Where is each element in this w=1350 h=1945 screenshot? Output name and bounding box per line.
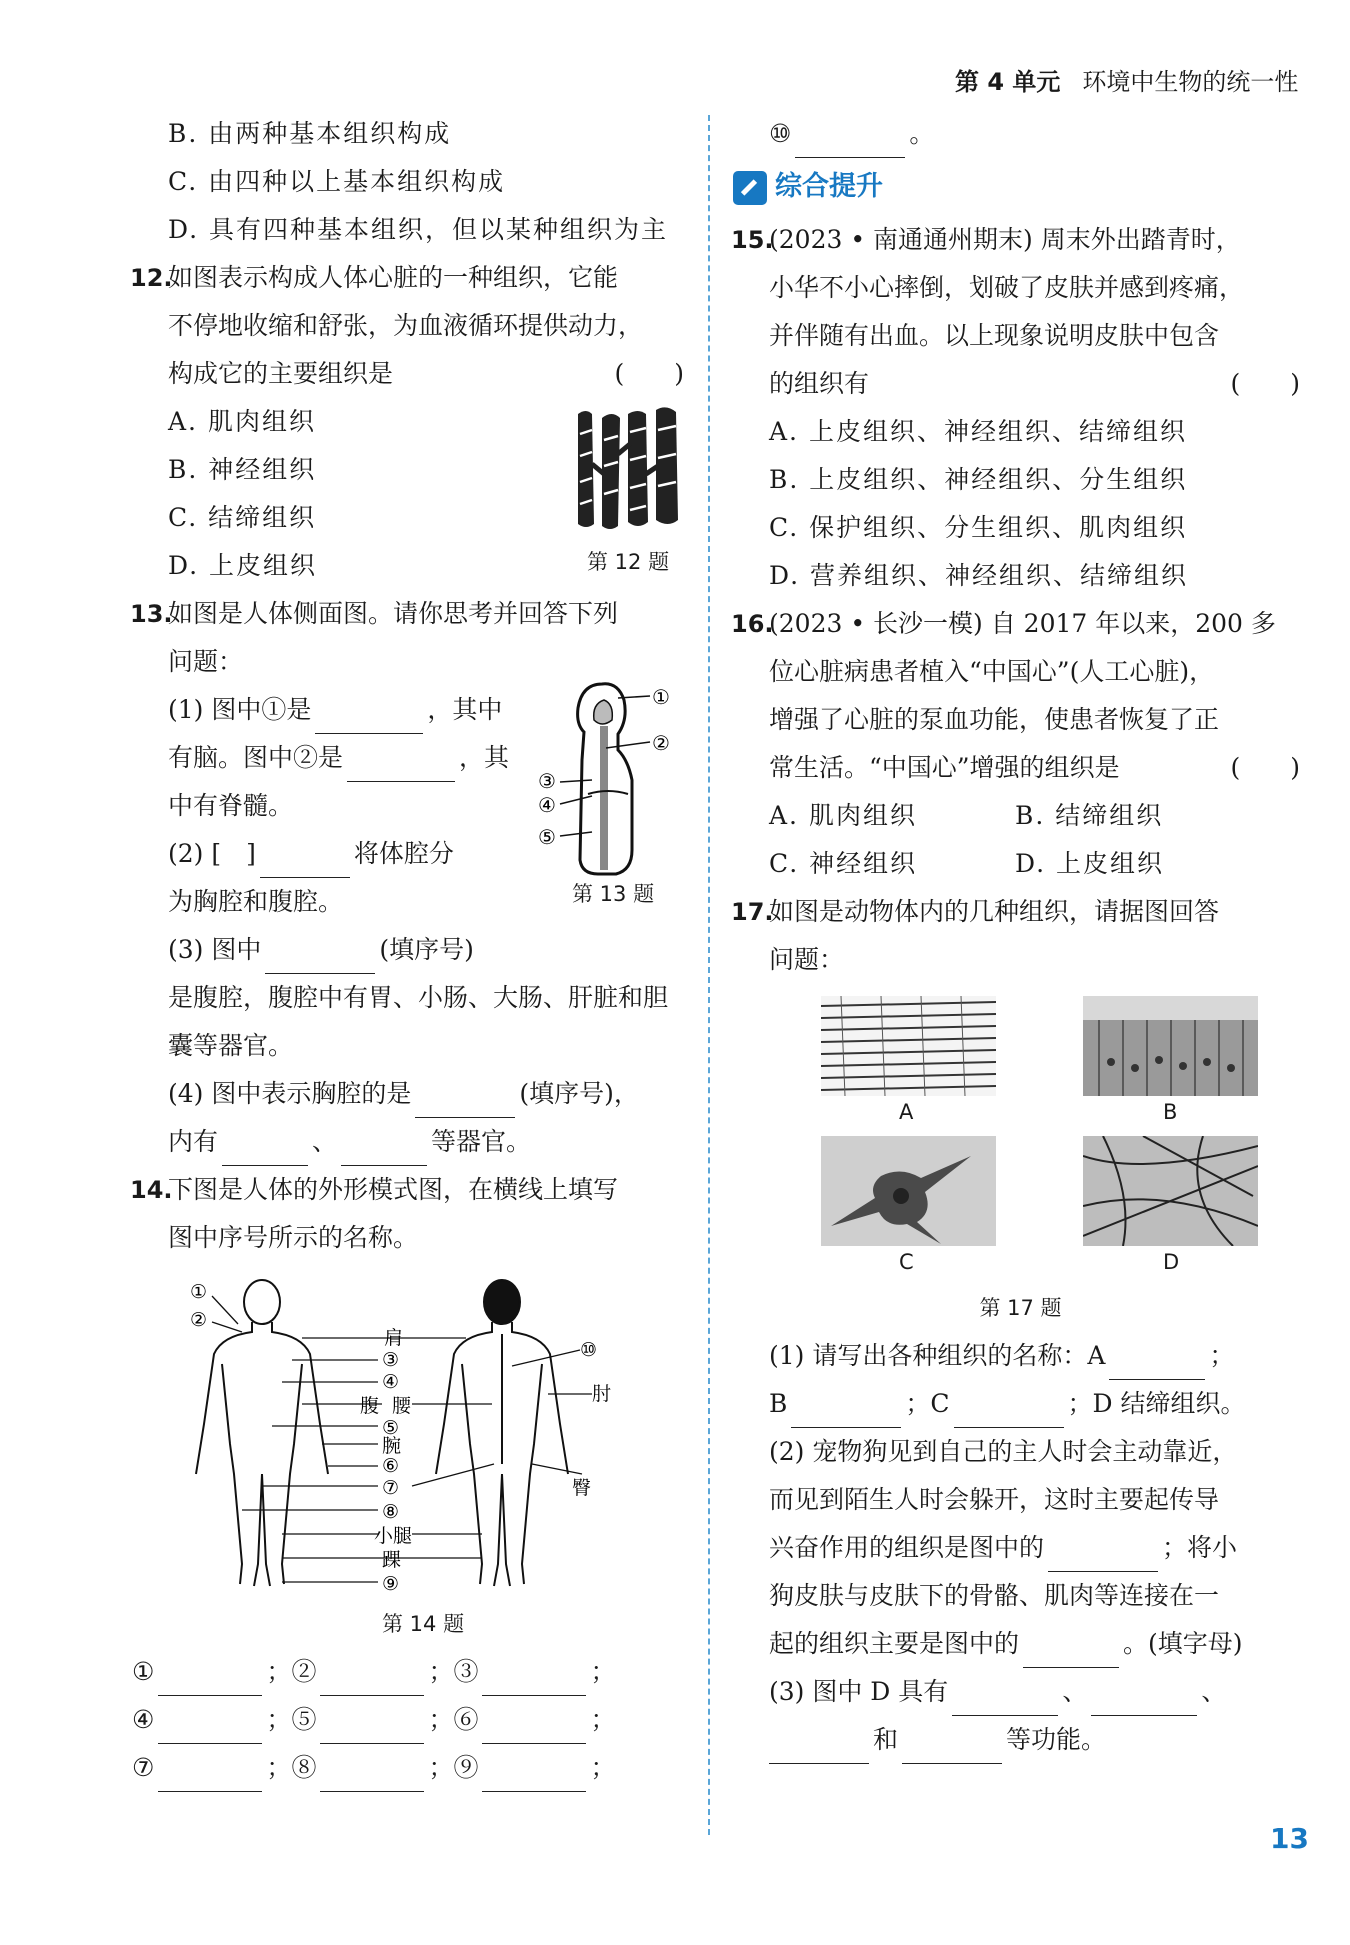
q14-fig-label-wrist: 腕 <box>382 1435 402 1457</box>
separator: ； <box>428 1705 454 1734</box>
q14-blank-3[interactable] <box>482 1665 586 1696</box>
q14-blank-5[interactable] <box>320 1713 424 1744</box>
q17-p3-sep-1: 、 <box>1062 1677 1088 1706</box>
q17-number: 17. <box>731 898 774 926</box>
q17-blank-i[interactable] <box>902 1733 1002 1764</box>
q13-text-2: 问题： <box>168 647 244 676</box>
q13-p1-text-e: 中有脊髓。 <box>168 791 294 820</box>
separator: ； <box>590 1657 616 1686</box>
q11-option-d: D. 具有四种基本组织，但以某种组织为主 <box>168 215 669 244</box>
q14-answer-label: ⑧ <box>291 1753 317 1782</box>
q14-answer-label: ⑥ <box>453 1705 479 1734</box>
q13-p4-text-d: 、 <box>312 1127 338 1156</box>
q13-p4-text-e: 等器官。 <box>431 1127 532 1156</box>
q13-p1-text-b: ，其中 <box>427 695 503 724</box>
q14-fig-label-8: ⑧ <box>382 1501 400 1523</box>
q17-caption: 第 17 题 <box>979 1296 1062 1320</box>
q14-fig-label-waist: 腰 <box>392 1395 412 1417</box>
q13-p1-text-d: ，其 <box>459 743 510 772</box>
q17-text-2: 问题： <box>769 945 845 974</box>
q13-p4-text: (4) 图中表示胸腔的是 <box>168 1079 412 1108</box>
q12-option-c: C. 结缔组织 <box>168 503 317 532</box>
q17-p3-text: (3) 图中 D 具有 <box>769 1677 949 1706</box>
q14-blank-8[interactable] <box>320 1761 424 1792</box>
separator: ； <box>590 1705 616 1734</box>
q14-blank-1[interactable] <box>158 1665 262 1696</box>
question-12 <box>132 254 692 590</box>
question-17 <box>733 888 1308 1764</box>
q12-caption: 第 12 题 <box>587 550 670 574</box>
q17-p2-text-f: 起的组织主要是图中的 <box>769 1629 1020 1658</box>
section-title: 综合提升 <box>775 171 883 202</box>
q16-option-d: D. 上皮组织 <box>1015 849 1165 878</box>
left-column <box>132 110 692 1792</box>
q17-p3-sep-2: 、 <box>1201 1677 1227 1706</box>
q13-blank-5[interactable] <box>415 1087 515 1118</box>
q14-fig-label-3: ③ <box>382 1349 400 1371</box>
q16-option-b: B. 结缔组织 <box>1015 801 1164 830</box>
q13-label-2: ② <box>652 731 670 755</box>
q14-text-2: 图中序号所示的名称。 <box>168 1223 419 1252</box>
q14-fig-label-5: ⑤ <box>382 1417 400 1439</box>
q13-label-5: ⑤ <box>538 825 556 849</box>
q17-p1-text-b: ； <box>1209 1341 1235 1370</box>
period: 。 <box>909 119 935 148</box>
q14-answer-row-2 <box>132 1696 692 1744</box>
q13-label-4: ④ <box>538 793 556 817</box>
q17-p1-text: (1) 请写出各种组织的名称：A <box>769 1341 1106 1370</box>
q13-p1-text: (1) 图中①是 <box>168 695 312 724</box>
q13-p4-text-c: 内有 <box>168 1127 219 1156</box>
q13-blank-6[interactable] <box>222 1135 308 1166</box>
q14-blank-6[interactable] <box>482 1713 586 1744</box>
q14-answer-label: ⑦ <box>132 1753 155 1782</box>
q14-blank-9[interactable] <box>482 1761 586 1792</box>
q17-p2-text-d: ；将小 <box>1162 1533 1238 1562</box>
q14-fig-label-calf: 小腿 <box>374 1525 413 1547</box>
q17-p2-text-c: 兴奋作用的组织是图中的 <box>769 1533 1045 1562</box>
question-13 <box>132 590 692 1166</box>
q17-blank-f[interactable] <box>952 1685 1058 1716</box>
q13-p3-text-b: (填序号) <box>379 935 474 964</box>
q15-option-d: D. 营养组织、神经组织、结缔组织 <box>769 561 1189 590</box>
q14-answer-label: ③ <box>453 1657 479 1686</box>
q17-p3-text-d: 和 <box>873 1725 899 1754</box>
q13-p2-text-c: 为胸腔和腹腔。 <box>168 887 344 916</box>
q12-cardiac-muscle-figure <box>572 404 687 534</box>
q14-fig-label-buttock: 臀 <box>572 1477 592 1499</box>
page-header <box>955 62 1298 97</box>
q14-answer-label: ⑤ <box>291 1705 317 1734</box>
separator: ； <box>428 1657 454 1686</box>
q15-text-2: 小华不小心摔倒，划破了皮肤并感到疼痛， <box>769 273 1245 302</box>
q17-blank-c[interactable] <box>954 1397 1064 1428</box>
q17-p1-text-e: ；D 结缔组织。 <box>1067 1389 1246 1418</box>
q13-p1-text-c: 有脑。图中②是 <box>168 743 344 772</box>
q14-fig-label-elbow: 肘 <box>592 1383 612 1405</box>
q13-label-3: ③ <box>538 769 556 793</box>
q14-answer-label: ② <box>291 1657 317 1686</box>
q14-text-1: 下图是人体的外形模式图，在横线上填写 <box>168 1175 619 1204</box>
q13-number: 13. <box>130 600 173 628</box>
q13-blank-4[interactable] <box>265 943 375 974</box>
question-15 <box>733 216 1308 600</box>
q14-answer-label: ④ <box>132 1705 155 1734</box>
q15-option-b: B. 上皮组织、神经组织、分生组织 <box>769 465 1188 494</box>
q17-tissue-a-image <box>821 996 996 1096</box>
q17-label-a: A <box>899 1100 914 1124</box>
question-16 <box>733 600 1308 888</box>
q11-option-b: B. 由两种基本组织构成 <box>168 119 452 148</box>
q11-option-c: C. 由四种以上基本组织构成 <box>168 167 506 196</box>
column-divider <box>708 115 710 1835</box>
q17-tissue-d-image <box>1083 1136 1258 1246</box>
q14-fig-label-shoulder: 肩 <box>384 1327 404 1349</box>
q14-fig-label-abdomen: 腹 <box>360 1395 380 1417</box>
q17-blank-e[interactable] <box>1023 1637 1119 1668</box>
q13-label-1: ① <box>652 685 670 709</box>
q17-p2-text-g: 。(填字母) <box>1123 1629 1243 1658</box>
q13-blank-2[interactable] <box>347 751 455 782</box>
q16-answer-paren: ( ) <box>1230 753 1300 782</box>
q15-option-a: A. 上皮组织、神经组织、结缔组织 <box>769 417 1187 446</box>
q13-body-side-figure <box>532 670 682 880</box>
q16-option-c: C. 神经组织 <box>769 849 918 878</box>
q14-answer-label: ⑨ <box>453 1753 479 1782</box>
q14-blank-4[interactable] <box>158 1713 262 1744</box>
q14-answer-label: ① <box>132 1657 155 1686</box>
q15-text-3: 并伴随有出血。以上现象说明皮肤中包含 <box>769 321 1220 350</box>
separator: ； <box>428 1753 454 1782</box>
q12-text-1: 如图表示构成人体心脏的一种组织，它能 <box>168 263 619 292</box>
q16-number: 16. <box>731 610 774 638</box>
q14-fig-label-ankle: 踝 <box>382 1549 402 1571</box>
q17-p2-text-a: (2) 宠物狗见到自己的主人时会主动靠近， <box>769 1437 1238 1466</box>
separator: ； <box>266 1753 292 1782</box>
q15-number: 15. <box>731 226 774 254</box>
q13-p4-text-b: (填序号)， <box>519 1079 639 1108</box>
q14-caption: 第 14 题 <box>382 1612 465 1636</box>
q17-blank-g[interactable] <box>1091 1685 1197 1716</box>
q17-tissue-b-image <box>1083 996 1258 1096</box>
q17-blank-h[interactable] <box>769 1733 869 1764</box>
q16-text-4: 常生活。“中国心”增强的组织是 <box>769 753 1120 782</box>
q16-text-1: (2023 • 长沙一模) 自 2017 年以来，200 多 <box>769 609 1276 638</box>
pencil-icon <box>733 171 767 205</box>
unit-title: 环境中生物的统一性 <box>1082 68 1299 96</box>
q13-p3-text-d: 囊等器官。 <box>168 1031 294 1060</box>
q13-blank-3[interactable] <box>260 847 350 878</box>
q13-p2-text-b: 将体腔分 <box>353 839 454 868</box>
q14-item-10-line <box>733 110 1308 158</box>
q12-answer-paren: ( ) <box>614 359 684 388</box>
q14-blank-2[interactable] <box>320 1665 424 1696</box>
q17-p3-text-e: 等功能。 <box>1006 1725 1107 1754</box>
q16-option-a: A. 肌肉组织 <box>769 801 917 830</box>
q17-blank-d[interactable] <box>1048 1541 1158 1572</box>
q14-item-10-label: ⑩ <box>769 119 792 148</box>
q17-label-c: C <box>899 1250 914 1274</box>
q13-blank-7[interactable] <box>341 1135 427 1166</box>
right-column <box>733 110 1308 1764</box>
q17-text-1: 如图是动物体内的几种组织，请据图回答 <box>769 897 1220 926</box>
q13-blank-1[interactable] <box>315 703 423 734</box>
q12-option-d: D. 上皮组织 <box>168 551 318 580</box>
q14-human-body-figure <box>182 1274 612 1604</box>
q13-p2-text: (2) [ ] <box>168 839 256 868</box>
q17-label-b: B <box>1163 1100 1178 1124</box>
q14-fig-label-7: ⑦ <box>382 1477 400 1499</box>
q15-text-4: 的组织有 <box>769 369 870 398</box>
section-heading <box>733 158 1308 216</box>
q14-number: 14. <box>130 1176 173 1204</box>
q14-answer-row-1 <box>132 1648 692 1696</box>
q14-fig-label-10: ⑩ <box>580 1339 598 1361</box>
q15-text-1: (2023 • 南通通州期末) 周末外出踏青时， <box>769 225 1241 254</box>
q14-blank-10[interactable] <box>795 127 905 158</box>
q14-fig-label-4: ④ <box>382 1371 400 1393</box>
separator: ； <box>266 1705 292 1734</box>
q12-text-2: 不停地收缩和舒张，为血液循环提供动力， <box>168 311 644 340</box>
q17-p2-text-b: 而见到陌生人时会躲开，这时主要起传导 <box>769 1485 1220 1514</box>
q17-blank-a[interactable] <box>1109 1349 1205 1380</box>
q17-p1-text-d: ；C <box>905 1389 950 1418</box>
q15-answer-paren: ( ) <box>1230 369 1300 398</box>
q13-p3-text-c: 是腹腔，腹腔中有胃、小肠、大肠、肝脏和胆 <box>168 983 669 1012</box>
q12-option-a: A. 肌肉组织 <box>168 407 316 436</box>
q17-blank-b[interactable] <box>791 1397 901 1428</box>
q14-answer-row-3 <box>132 1744 692 1792</box>
q17-p1-text-c: B <box>769 1389 788 1418</box>
q17-figure <box>733 984 1308 1284</box>
unit-label: 第 4 单元 <box>955 68 1061 96</box>
q15-option-c: C. 保护组织、分生组织、肌肉组织 <box>769 513 1188 542</box>
question-14 <box>132 1166 692 1792</box>
q14-fig-label-1: ① <box>190 1281 208 1303</box>
q14-fig-label-2: ② <box>190 1309 208 1331</box>
separator: ； <box>266 1657 292 1686</box>
q12-text-3: 构成它的主要组织是 <box>168 359 394 388</box>
q12-number: 12. <box>130 264 173 292</box>
q13-caption: 第 13 题 <box>572 882 655 906</box>
page-number: 13 <box>1270 1822 1309 1855</box>
separator: ； <box>590 1753 616 1782</box>
q14-blank-7[interactable] <box>158 1761 262 1792</box>
q17-tissue-c-image <box>821 1136 996 1246</box>
q14-fig-label-9: ⑨ <box>382 1573 400 1595</box>
q16-text-2: 位心脏病患者植入“中国心”(人工心脏)， <box>769 657 1215 686</box>
q16-text-3: 增强了心脏的泵血功能，使患者恢复了正 <box>769 705 1220 734</box>
q13-text-1: 如图是人体侧面图。请你思考并回答下列 <box>168 599 619 628</box>
q12-option-b: B. 神经组织 <box>168 455 317 484</box>
q17-label-d: D <box>1163 1250 1180 1274</box>
q14-fig-label-6: ⑥ <box>382 1455 400 1477</box>
q17-p2-text-e: 狗皮肤与皮肤下的骨骼、肌肉等连接在一 <box>769 1581 1220 1610</box>
q13-p3-text: (3) 图中 <box>168 935 262 964</box>
